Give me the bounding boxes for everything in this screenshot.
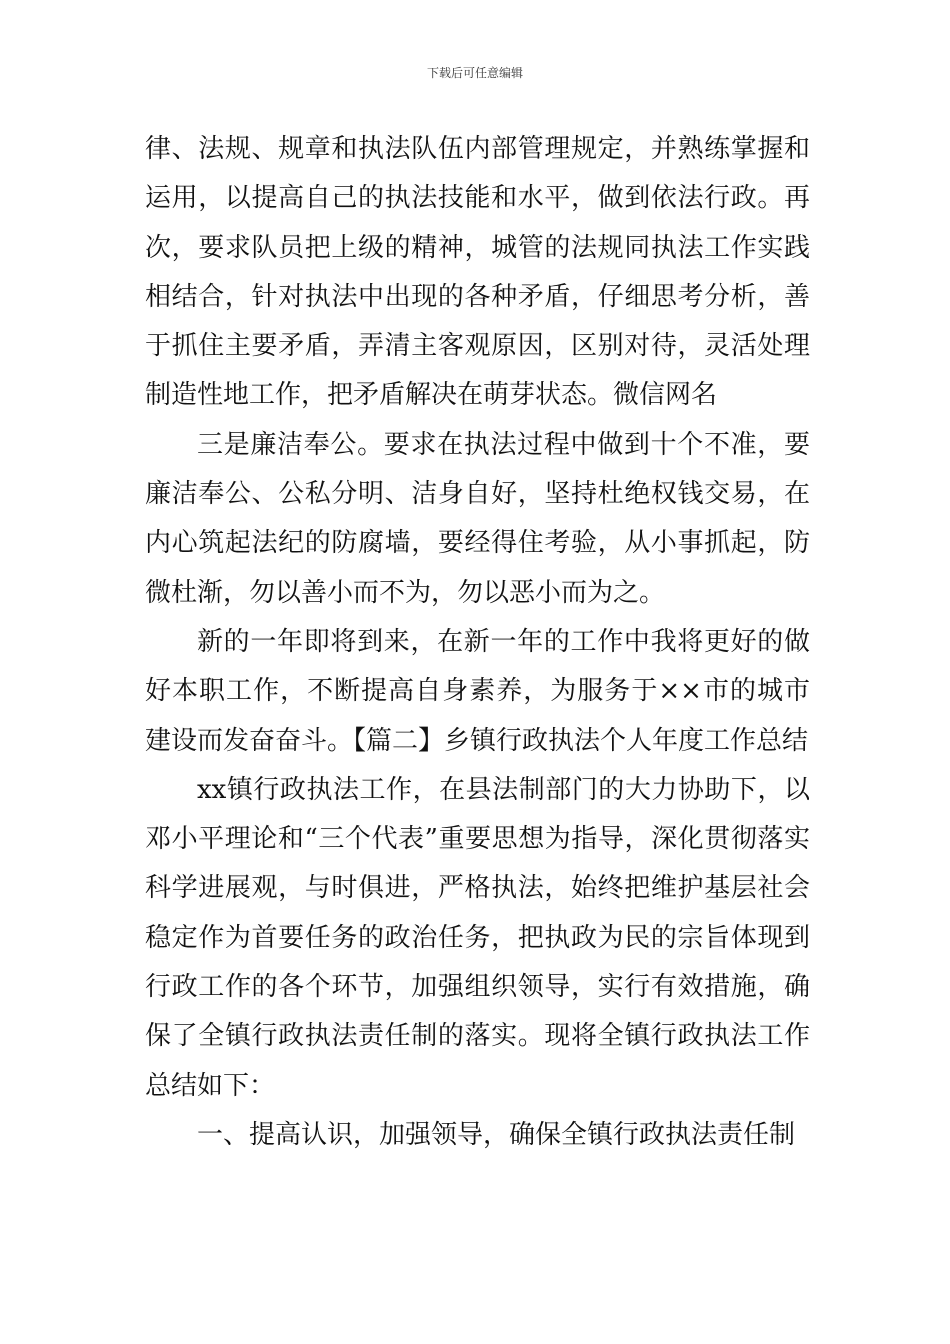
document-body <box>145 125 810 1160</box>
paragraph-1: 律、法规、规章和执法队伍内部管理规定，并熟练掌握和运用，以提高自己的执法技能和水平，做到依法行政。再次，要求队员把上级的精神，城管的法规同执法工作实践相结合，针对执法中出现的各种矛盾，仔细思考分析，善于抓住主要矛盾，弄清主客观原因，区别对待，灵活处理制造性地工作，把矛盾解决在萌芽状态。微信网名 <box>145 134 810 411</box>
paragraph-5: 一、提高认识，加强领导，确保全镇行政执法责任制 <box>197 1119 796 1150</box>
paragraph-4: xx镇行政执法工作，在县法制部门的大力协助下，以邓小平理论和“三个代表”重要思想为指导，深化贯彻落实科学进展观，与时俱进，严格执法，始终把维护基层社会稳定作为首要任务的政治任务，把执政为民的宗旨体现到行政工作的各个环节，加强组织领导，实行有效措施，确保了全镇行政执法责任制的落实。现将全镇行政执法工作总结如下： <box>145 774 810 1101</box>
paragraph-3: 新的一年即将到来，在新一年的工作中我将更好的做好本职工作，不断提高自身素养，为服务于××市的城市建设而发奋奋斗。【篇二】乡镇行政执法个人年度工作总结 <box>145 626 810 756</box>
page-header: 下载后可任意编辑 <box>426 66 523 80</box>
paragraph-2: 三是廉洁奉公。要求在执法过程中做到十个不准，要廉洁奉公、公私分明、洁身自好，坚持杜绝权钱交易，在内心筑起法纪的防腐墙，要经得住考验，从小事抓起，防微杜渐，勿以善小而不为，勿以恶小而为之。 <box>145 429 810 608</box>
